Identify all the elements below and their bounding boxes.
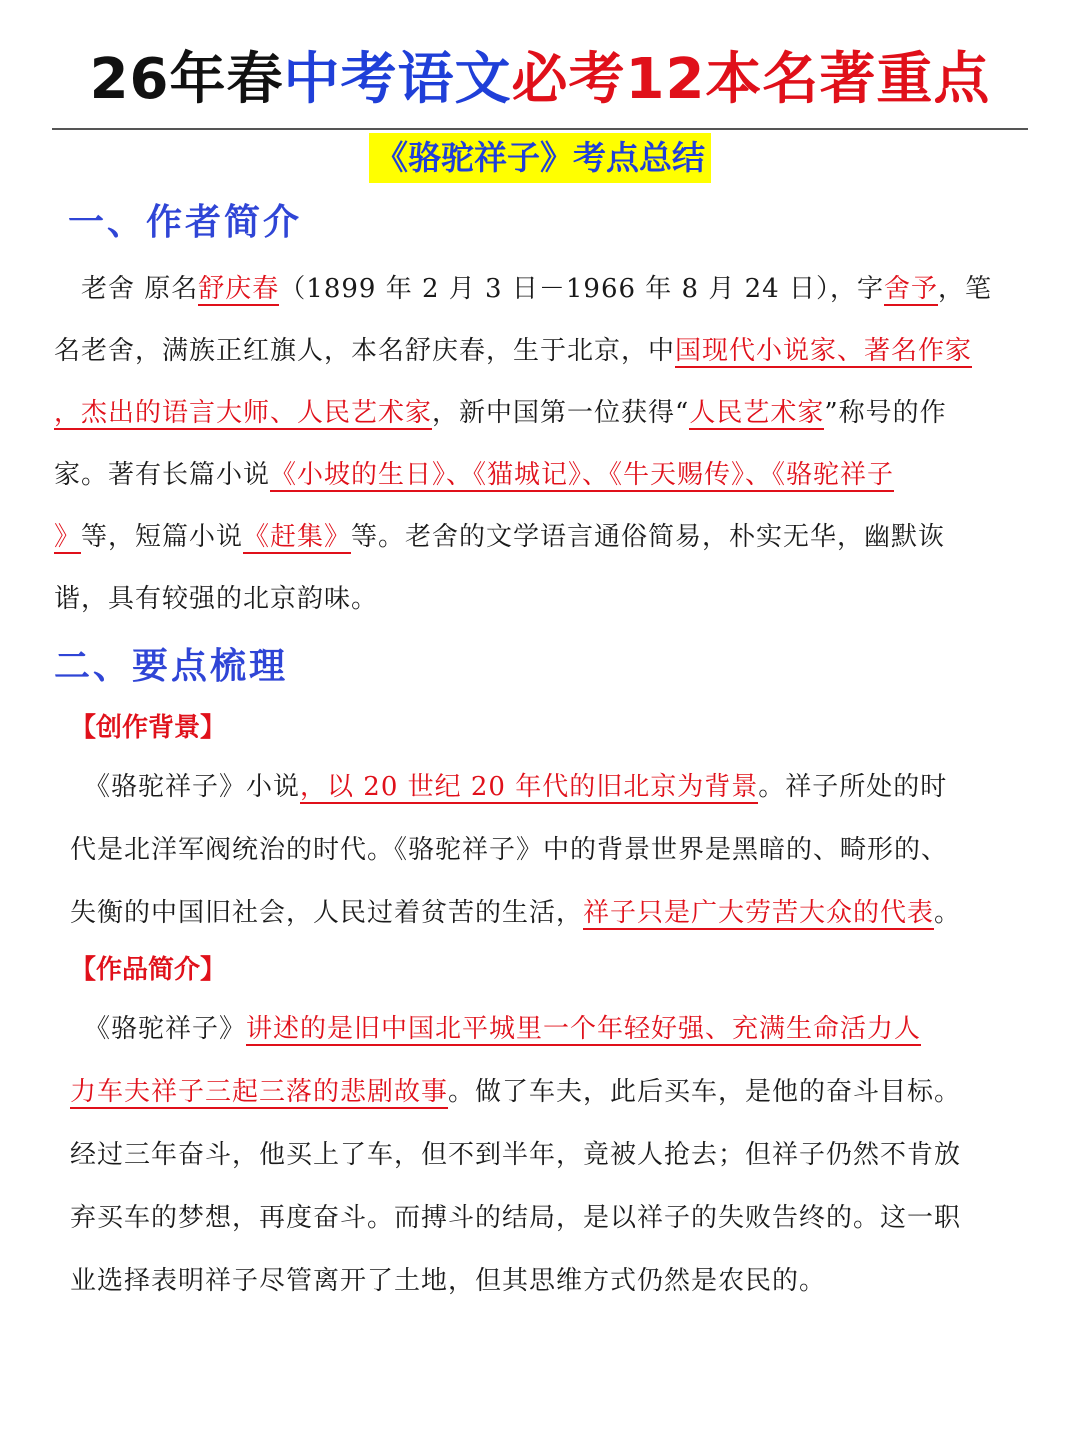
text-segment: 失衡的中国旧社会，人民过着贫苦的生活， [70, 898, 584, 928]
text-segment: 老舍 原名 [54, 274, 199, 304]
text-segment: 。祥子所处的时 [758, 772, 948, 802]
text-line [70, 998, 961, 1061]
text-line [70, 819, 961, 882]
text-segment: ，新中国第一位获得“ [432, 398, 690, 428]
page-title [0, 40, 1080, 120]
highlighted-phrase: 祥子只是广大劳苦大众的代表 [583, 898, 935, 928]
subtitle: 《骆驼祥子》考点总结 [369, 133, 711, 183]
summary-label: 【作品简介】 [70, 955, 227, 985]
text-segment: 弃买车的梦想，再度奋斗。而搏斗的结局，是以祥子的失败告终的。这一职 [70, 1203, 962, 1233]
text-line [54, 258, 992, 320]
text-line [54, 444, 992, 506]
text-line [54, 320, 992, 382]
highlighted-phrase: 》 [54, 522, 82, 552]
text-segment: 代是北洋军阀统治的时代。《骆驼祥子》中的背景世界是黑暗的、畸形的、 [70, 835, 949, 865]
subtitle-wrap [0, 133, 1080, 183]
text-segment: 。做了车夫，此后买车，是他的奋斗目标。 [448, 1077, 962, 1107]
text-line [70, 1061, 961, 1124]
highlighted-phrase: 力车夫祥子三起三落的悲剧故事 [70, 1077, 449, 1107]
title-divider [52, 128, 1028, 130]
highlighted-phrase: ，杰出的语言大师、人民艺术家 [54, 398, 433, 428]
text-segment: 等，短篇小说 [81, 522, 244, 552]
text-line [54, 382, 992, 444]
text-line [70, 882, 961, 945]
text-segment: ”称号的作 [824, 398, 947, 428]
summary-paragraph [70, 998, 961, 1313]
text-segment: 谐，具有较强的北京韵味。 [54, 584, 379, 614]
text-line [54, 506, 992, 568]
background-paragraph [70, 756, 961, 945]
title-year: 26年春 [89, 47, 284, 112]
text-line [70, 756, 961, 819]
text-segment: 业选择表明祥子尽管离开了土地，但其思维方式仍然是农民的。 [70, 1266, 827, 1296]
text-segment: 。 [934, 898, 962, 928]
text-segment: 《骆驼祥子》小说 [70, 772, 301, 802]
highlighted-phrase: 国现代小说家、著名作家 [675, 336, 973, 366]
text-segment: 经过三年奋斗，他买上了车，但不到半年，竟被人抢去；但祥子仍然不肯放 [70, 1140, 962, 1170]
section-author-heading: 一、作者简介 [68, 201, 303, 243]
text-line [70, 1124, 961, 1187]
text-line [70, 1187, 961, 1250]
text-segment: 《骆驼祥子》 [70, 1014, 247, 1044]
highlighted-phrase: 舍予 [883, 274, 938, 304]
text-line [54, 568, 992, 630]
text-segment: 家。著有长篇小说 [54, 460, 271, 490]
text-segment: ，笔 [938, 274, 993, 304]
text-segment: 等。老舍的文学语言通俗简易，朴实无华，幽默诙 [351, 522, 946, 552]
text-line [70, 1250, 961, 1313]
background-label: 【创作背景】 [70, 713, 227, 743]
highlighted-phrase: 人民艺术家 [689, 398, 825, 428]
title-subject: 中考语文 [283, 47, 512, 112]
text-segment: 名老舍，满族正红旗人，本名舒庆春，生于北京，中 [54, 336, 676, 366]
highlighted-phrase: 舒庆春 [198, 274, 280, 304]
highlighted-phrase: 《小坡的生日》、《猫城记》、《牛天赐传》、《骆驼祥子 [270, 460, 895, 490]
text-segment: （1899 年 2 月 3 日－1966 年 8 月 24 日），字 [279, 274, 884, 304]
highlighted-phrase: 讲述的是旧中国北平城里一个年轻好强、充满生命活力人 [246, 1014, 922, 1044]
section-keypoints-heading: 二、要点梳理 [54, 645, 289, 687]
highlighted-phrase: ，以 20 世纪 20 年代的旧北京为背景 [300, 772, 759, 802]
author-paragraph [54, 258, 992, 630]
title-topic: 必考12本名著重点 [511, 47, 991, 112]
highlighted-phrase: 《赶集》 [243, 522, 352, 552]
